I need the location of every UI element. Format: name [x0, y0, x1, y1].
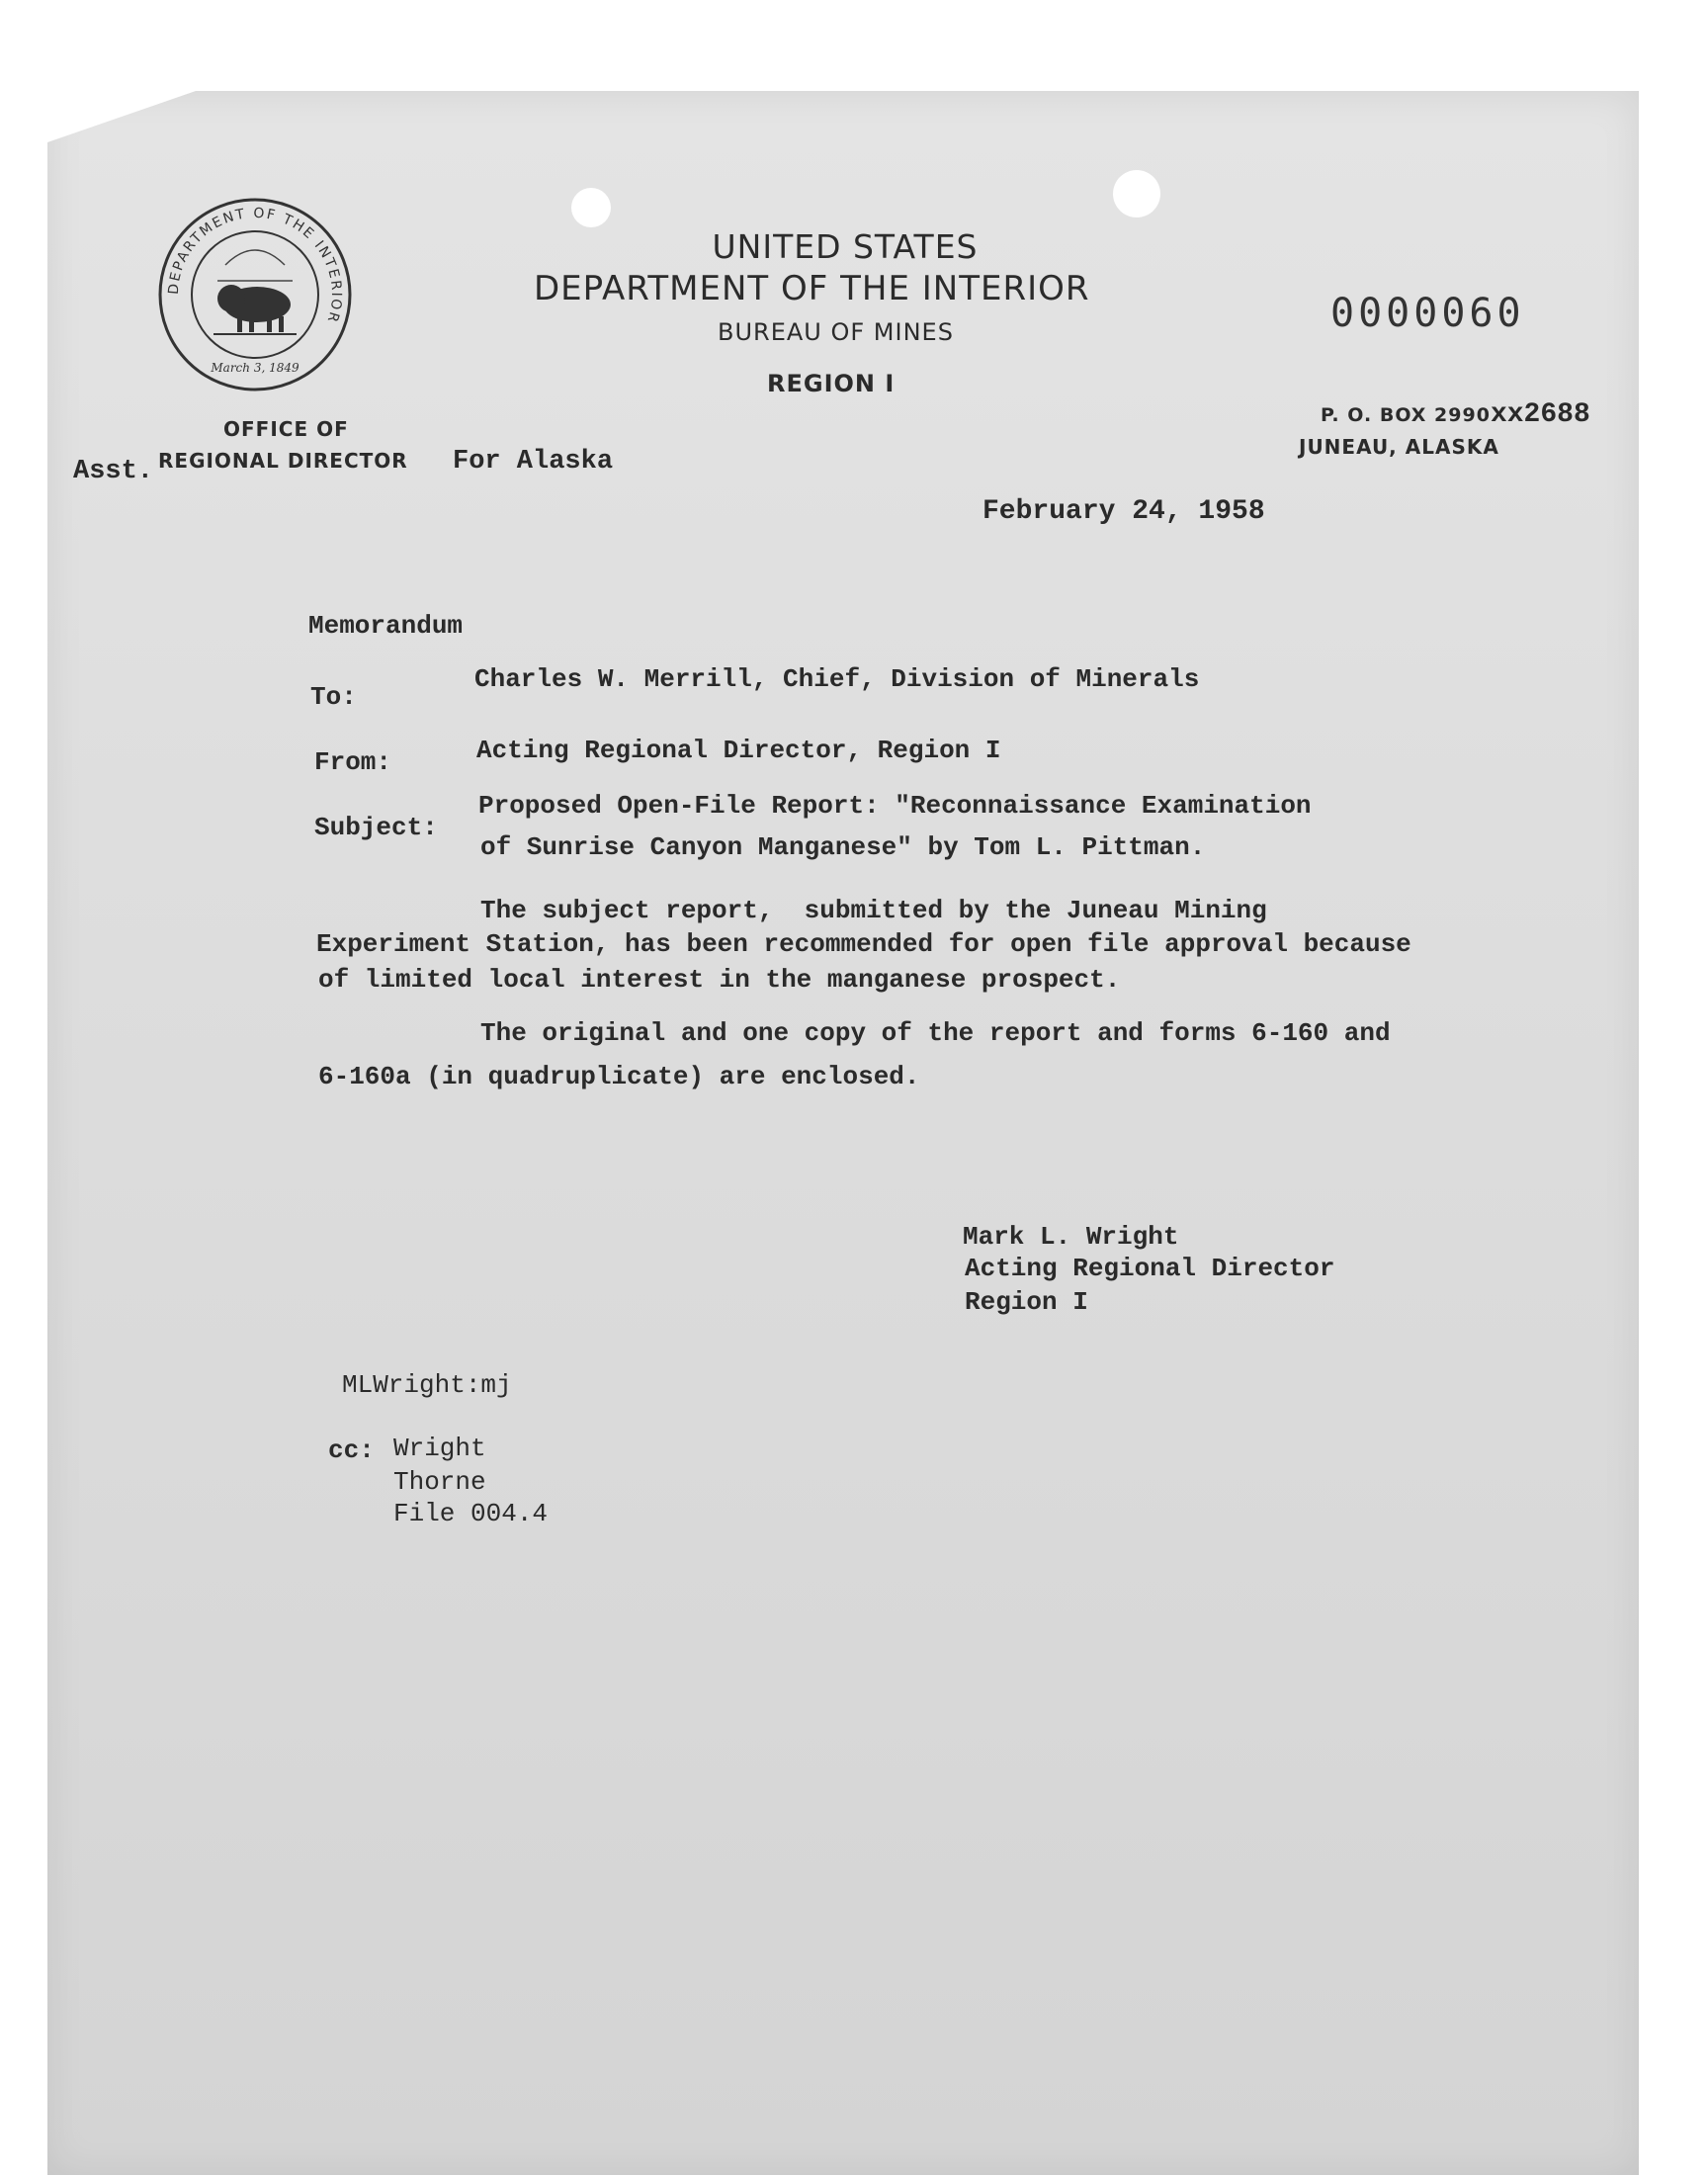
body-paragraph-2-line-1: The original and one copy of the report and forms 6-160 and — [480, 1018, 1391, 1048]
letterhead-line-1: UNITED STATES — [712, 227, 979, 266]
body-paragraph-1-line-1: The subject report, submitted by the Juneau Mining — [480, 896, 1267, 925]
letterhead-line-4: REGION I — [767, 370, 896, 397]
cc-item: Wright — [393, 1434, 486, 1463]
subject-line-2: of Sunrise Canyon Manganese" by Tom L. Pittman. — [480, 832, 1206, 862]
for-alaska-typed: For Alaska — [453, 447, 614, 477]
signature-title: Acting Regional Director — [965, 1254, 1335, 1283]
regional-director-label: REGIONAL DIRECTOR — [158, 449, 408, 473]
letterhead-line-2: DEPARTMENT OF THE INTERIOR — [534, 269, 1090, 308]
body-paragraph-1-line-2: Experiment Station, has been recommended for open file approval because — [316, 929, 1411, 959]
signature-name: Mark L. Wright — [963, 1222, 1179, 1252]
department-seal — [156, 196, 354, 393]
office-of-label: OFFICE OF — [223, 417, 349, 441]
from-label: From: — [314, 747, 392, 777]
folded-corner — [47, 91, 196, 142]
subject-line-1: Proposed Open-File Report: "Reconnaissance Examination — [478, 791, 1312, 821]
memo-heading: Memorandum — [308, 611, 464, 641]
asst-typed: Asst. — [73, 457, 154, 486]
memo-date: February 24, 1958 — [982, 496, 1265, 527]
punch-hole — [571, 188, 611, 227]
cc-item: Thorne — [393, 1467, 486, 1497]
reference-initials: MLWright:mj — [342, 1370, 512, 1400]
po-box-typed: xx2688 — [1490, 399, 1590, 430]
punch-hole — [1113, 170, 1160, 218]
letterhead-line-3: BUREAU OF MINES — [718, 318, 954, 346]
body-paragraph-1-line-3: of limited local interest in the manganese prospect. — [318, 965, 1121, 995]
seal-date: March 3, 1849 — [211, 361, 299, 375]
document-number-stamp: 0000060 — [1330, 291, 1525, 336]
cc-label: cc: — [328, 1436, 375, 1465]
to-label: To: — [310, 682, 357, 712]
body-paragraph-2-line-2: 6-160a (in quadruplicate) are enclosed. — [318, 1062, 920, 1091]
signature-region: Region I — [965, 1287, 1088, 1317]
city: JUNEAU, ALASKA — [1299, 435, 1499, 459]
subject-label: Subject: — [314, 813, 438, 842]
seal-ring-text: DEPARTMENT OF THE INTERIOR — [165, 205, 345, 326]
to-value: Charles W. Merrill, Chief, Division of Minerals — [474, 664, 1200, 694]
po-box — [1321, 399, 1590, 430]
cc-item: File 004.4 — [393, 1499, 549, 1528]
from-value: Acting Regional Director, Region I — [476, 736, 1001, 765]
po-box-label: P. O. BOX 2990 — [1321, 404, 1491, 426]
